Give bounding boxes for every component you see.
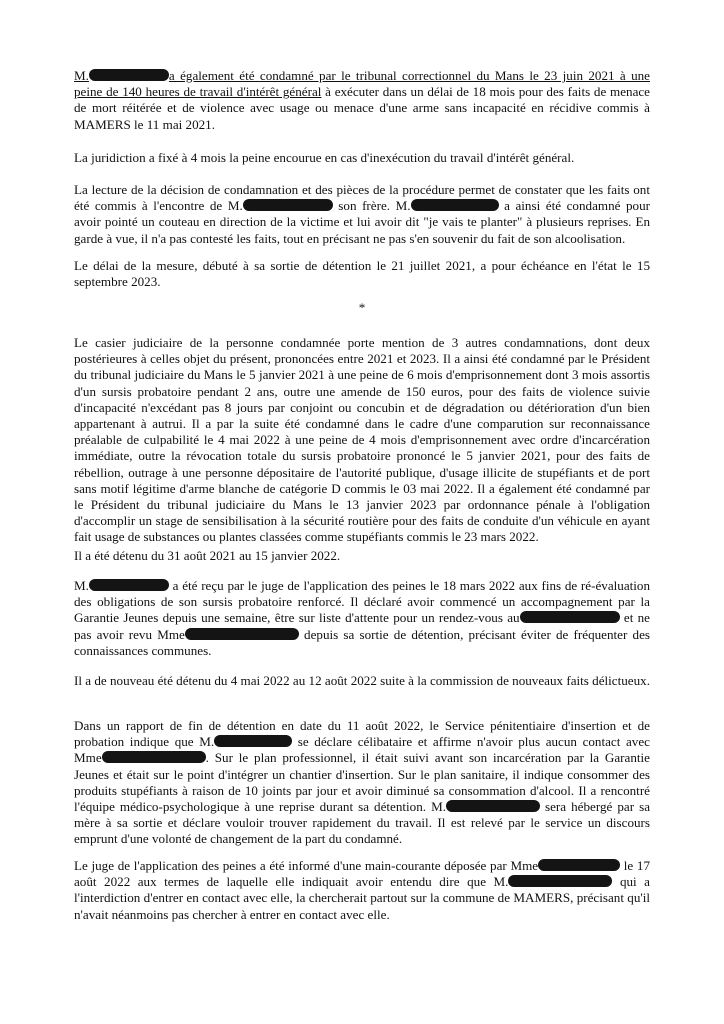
redaction-bar bbox=[89, 579, 169, 591]
paragraph-detention-1: Il a été détenu du 31 août 2021 au 15 janvier 2022. bbox=[74, 548, 341, 563]
redaction-bar bbox=[538, 859, 620, 871]
defendant-prefix: M. bbox=[74, 68, 89, 83]
paragraph-criminal-record: Le casier judiciaire de la personne condamnée porte mention de 3 autres condamnations, dont deux postérieures à celles objet du présent, prononcées entre 2021 et 2023. Il a ainsi été condamné par le Président du tribunal judiciaire du Mans le 5 janvier 2021 à une peine de 6 mois d'emprisonnement dont 3 mois assortis d'un sursis probatoire pendant 2 ans, outre une amende de 150 euros, pour des faits de violence suivie d'incapacité n'excédant pas 8 jours par conjoint ou concubin et de dégradation ou détérioration d'un bien appartenant à autrui. Il a par la suite été condamné dans le cadre d'une comparution sur reconnaissance préalable de culpabilité le 4 mai 2022 à une peine de 4 mois d'emprisonnement avec ordre d'incarcération immédiate, outre la révocation totale du sursis probatoire prononcé le 5 janvier 2021, pour des faits de rébellion, outrage à une personne dépositaire de l'autorité publique, d'usage illicite de stupéfiants et de port sans motif légitime d'arme blanche de catégorie D commis le 03 mai 2022. Il a également été condamné par le Président du tribunal judiciaire du Mans le 13 janvier 2023 par ordonnance pénale à l'obligation d'accomplir un stage de sensibilisation à la sécurité routière pour des faits de conduite d'un véhicule en ayant fait usage de substances ou plantes classées comme stupéfiants commis le 23 mars 2022. bbox=[74, 335, 650, 545]
paragraph-tig-sentence bbox=[74, 68, 650, 133]
complaint-part-3: qui a l'interdiction d'entrer en contact avec elle, la chercherait partout sur la commune de MAMERS, précisant qu'il n'avait néanmoins pas chercher à entrer en contact avec elle. bbox=[74, 874, 650, 922]
report-part-2: se déclare célibataire et affirme n'avoir plus aucun contact avec Mme bbox=[74, 734, 650, 766]
paragraph-release-report bbox=[74, 718, 650, 848]
sentence-rest: à exécuter dans un délai de 18 mois pour des faits de menace de mort réitérée et de violence avec usage ou menace d'une arme sans incapacité en récidive commis à MAMERS le 11 mai 2021. bbox=[74, 84, 650, 132]
redaction-bar bbox=[243, 199, 333, 211]
redaction-bar bbox=[185, 628, 299, 640]
section-separator: * bbox=[358, 300, 366, 315]
paragraph-jap-hearing bbox=[74, 578, 650, 659]
report-part-4: sera hébergé par sa mère à sa sortie et déclare vouloir trouver rapidement du travail. Il est relevé par le service un discours emprunt d'une volonté de changement de la part du condamné. bbox=[74, 799, 651, 847]
sentence-underlined: a également été condamné par le tribunal correctionnel du Mans le 23 juin 2021 à une peine de 140 heures de travail d'intérêt général bbox=[74, 68, 650, 100]
report-part-3: . Sur le plan professionnel, il était suivi avant son incarcération par la Garantie Jeunes et était sur le point d'intégrer un chantier d'insertion. Sur le plan sanitaire, il indique consommer des produits stupéfiants à raison de 10 joints par jour et avoir diminué sa consommation d'alcool. Il a rencontré l'équipe médico-psychologique à une reprise durant sa détention. M. bbox=[74, 750, 650, 815]
redaction-bar bbox=[411, 199, 499, 211]
redaction-bar bbox=[446, 800, 540, 812]
paragraph-detention-2: Il a de nouveau été détenu du 4 mai 2022 au 12 août 2022 suite à la commission de nouveaux faits délictueux. bbox=[74, 673, 650, 688]
complaint-part-2: le 17 août 2022 aux termes de laquelle elle indiquait avoir entendu dire que M. bbox=[74, 858, 650, 890]
redaction-bar bbox=[214, 735, 292, 747]
redaction-bar bbox=[508, 875, 612, 887]
redaction-bar bbox=[102, 751, 206, 763]
facts-part-3: a ainsi été condamné pour avoir pointé un couteau en direction de la victime et lui avoir dit "je vais te planter" à plusieurs reprises. En garde à vue, il n'a pas contesté les faits, tout en précisant ne pas s'en souvenir du fait de son alcoolisation. bbox=[74, 198, 650, 246]
paragraph-measure-delay: Le délai de la mesure, débuté à sa sortie de détention le 21 juillet 2021, a pour échéance en l'état le 15 septembre 2023. bbox=[74, 258, 650, 290]
paragraph-main-courante bbox=[74, 858, 650, 923]
paragraph-facts bbox=[74, 182, 650, 247]
facts-part-1: La lecture de la décision de condamnation et des pièces de la procédure permet de constater que les faits ont été commis à l'encontre de M. bbox=[74, 182, 650, 214]
facts-part-2: son frère. M. bbox=[332, 198, 411, 214]
paragraph-penalty: La juridiction a fixé à 4 mois la peine encourue en cas d'inexécution du travail d'intérêt général. bbox=[74, 150, 575, 165]
hearing-part-1: M. bbox=[74, 578, 89, 593]
report-part-1: Dans un rapport de fin de détention en date du 11 août 2022, le Service pénitentiaire d'insertion et de probation indique que M. bbox=[74, 718, 650, 750]
hearing-part-3: et ne pas avoir revu Mme bbox=[74, 610, 650, 642]
hearing-part-2: a été reçu par le juge de l'application des peines le 18 mars 2022 aux fins de ré-évaluation des obligations de son sursis probatoire renforcé. Il déclaré avoir commencé un accompagnement par la Garantie Jeunes depuis une semaine, être sur liste d'attente pour un rendez-vous au bbox=[74, 578, 650, 626]
redaction-bar bbox=[520, 611, 620, 623]
hearing-part-4: depuis sa sortie de détention, précisant éviter de fréquenter des connaissances communes. bbox=[74, 626, 650, 658]
redaction-bar bbox=[89, 69, 169, 81]
complaint-part-1: Le juge de l'application des peines a été informé d'une main-courante déposée par Mme bbox=[74, 858, 539, 873]
